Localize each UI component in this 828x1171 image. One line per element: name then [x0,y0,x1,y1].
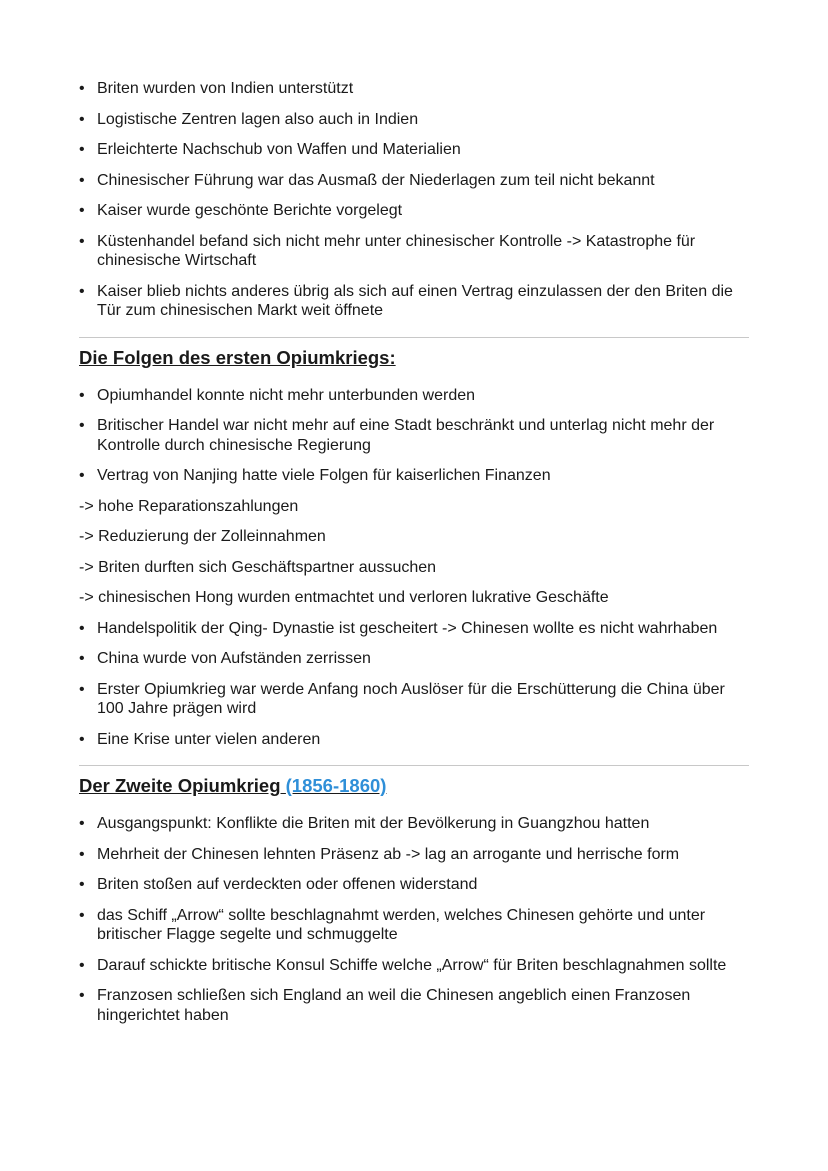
bullet-icon: • [79,956,85,974]
section-divider [79,337,749,338]
bullet-icon: • [79,202,85,219]
list-item: • das Schiff „Arrow“ sollte beschlagnahmt werden, welches Chinesen gehörte und unter britischer Flagge segelte und schmuggelte [79,906,706,943]
bullet-icon: • [79,845,85,863]
bullet-list-section2a [79,386,749,486]
list-item: • Ausgangspunkt: Konflikte die Briten mit der Bevölkerung in Guangzhou hatten [79,815,650,832]
bullet-icon: • [79,386,85,404]
list-item: • Briten wurden von Indien unterstützt [79,80,354,97]
bullet-icon: • [79,80,85,97]
arrow-item: -> Briten durften sich Geschäftspartner aussuchen [79,558,437,576]
list-item: • Erleichterte Nachschub von Waffen und Materialien [79,141,461,158]
bullet-icon: • [79,467,85,484]
bullet-list-section3 [79,814,749,1025]
arrow-item: -> chinesischen Hong wurden entmachtet und verloren lukrative Geschäfte [79,589,609,606]
list-item: • Handelspolitik der Qing- Dynastie ist gescheitert -> Chinesen wollte es nicht wahrhaben [79,619,718,637]
section-divider [79,765,749,766]
bullet-icon: • [79,232,85,250]
bullet-icon: • [79,650,85,667]
list-item: • Opiumhandel konnte nicht mehr unterbunden werden [79,386,476,404]
document-content [79,79,749,1036]
section-heading-zweiter-opiumkrieg: Der Zweite Opiumkrieg (1856-1860) [79,775,387,796]
list-item: • Kaiser wurde geschönte Berichte vorgelegt [79,202,403,219]
list-item: • Vertrag von Nanjing hatte viele Folgen für kaiserlichen Finanzen [79,467,551,484]
bullet-icon: • [79,110,85,128]
list-item: • Briten stoßen auf verdeckten oder offenen widerstand [79,876,478,893]
bullet-icon: • [79,876,85,893]
list-item: • Kaiser blieb nichts anderes übrig als sich auf einen Vertrag einzulassen der den Briten die Tür zum chinesischen Markt weit öffnete [79,282,733,319]
bullet-icon: • [79,906,85,924]
bullet-icon: • [79,987,85,1004]
bullet-list-section1 [79,79,749,321]
bullet-icon: • [79,141,85,158]
bullet-icon: • [79,815,85,832]
bullet-icon: • [79,282,85,300]
list-item: • Darauf schickte britische Konsul Schiffe welche „Arrow“ für Briten beschlagnahmen sollte [79,956,727,974]
list-item: • Küstenhandel befand sich nicht mehr unter chinesischer Kontrolle -> Katastrophe für chinesische Wirtschaft [79,232,696,269]
list-item: • Franzosen schließen sich England an weil die Chinesen angeblich einen Franzosen hingerichtet haben [79,987,691,1024]
list-item: • China wurde von Aufständen zerrissen [79,650,371,667]
list-item: • Chinesischer Führung war das Ausmaß der Niederlagen zum teil nicht bekannt [79,171,655,189]
list-item: • Britischer Handel war nicht mehr auf eine Stadt beschränkt und unterlag nicht mehr der Kontrolle durch chinesische Regierung [79,417,715,454]
heading-dates: (1856-1860) [285,775,387,796]
bullet-icon: • [79,730,85,748]
bullet-icon: • [79,417,85,434]
bullet-icon: • [79,619,85,637]
bullet-icon: • [79,680,85,698]
list-item: • Mehrheit der Chinesen lehnten Präsenz ab -> lag an arrogante und herrische form [79,845,680,863]
bullet-icon: • [79,171,85,189]
list-item: • Eine Krise unter vielen anderen [79,730,321,748]
bullet-list-section2b [79,619,749,750]
section-heading-folgen: Die Folgen des ersten Opiumkriegs: [79,346,396,368]
list-item: • Logistische Zentren lagen also auch in Indien [79,110,419,128]
list-item: • Erster Opiumkrieg war werde Anfang noch Auslöser für die Erschütterung die China über 100 Jahre prägen wird [79,680,725,717]
arrow-item: -> Reduzierung der Zolleinnahmen [79,528,326,545]
arrow-item: -> hohe Reparationszahlungen [79,497,299,515]
